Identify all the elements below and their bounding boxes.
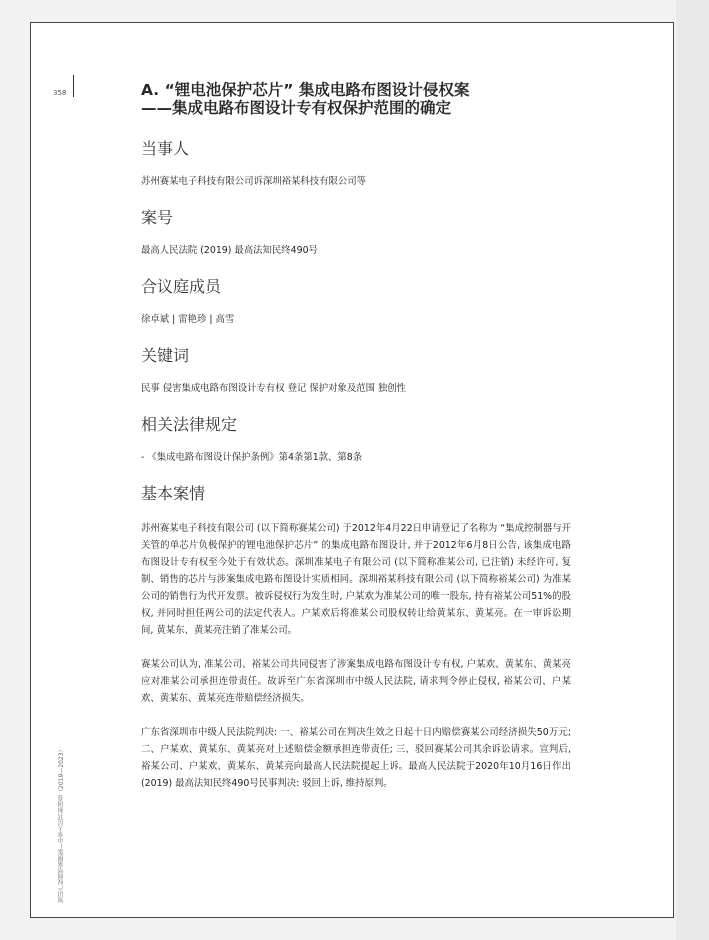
panel-heading: 合议庭成员 [141,277,222,296]
facts-paragraph-1: 苏州赛某电子科技有限公司 (以下简称赛某公司) 于2012年4月22日申请登记了名称为 “集成控制器与开关管的单芯片负极保护的锂电池保护芯片” 的集成电路布图设计, 并于2012年6月8日公告, 该集成电路布图设计专有权至今处于有效状态。深圳准某电子有限公司 (以下简称准某公司, 已注销) 未经许可, 复制、销售的芯片与涉案集成电路布图设计实质相同。深圳裕某科技有限公司 (以下简称裕某公司) 为准某公司的销售行为代开发票。被诉侵权行为发生时, 户某欢为准某公司的唯一股东, 持有裕某公司51%的股权, 并同时担任两公司的法定代表人。户某欢后将准某公司股权转让给黄某东、黄某亮。在一审诉讼期间, 黄某东、黄某亮注销了准某公司。 [141,523,571,636]
page-number: 358 [53,89,67,97]
laws-text: - 《集成电路布图设计保护条例》第4条第1款、第8条 [141,452,363,463]
laws-heading: 相关法律规定 [141,415,238,434]
page-content [141,81,571,792]
parties-heading: 当事人 [141,139,190,158]
background-edge [676,0,709,940]
case-number-heading: 案号 [141,208,174,227]
panel-text: 徐卓斌 | 雷艳珍 | 高雪 [141,314,235,325]
keywords-heading: 关键词 [141,346,190,365]
keywords-text: 民事 侵害集成电路布图设计专有权 登记 保护对象及范围 独创性 [141,383,407,394]
facts-paragraph-3: 广东省深圳市中级人民法院判决: 一、裕某公司在判决生效之日起十日内赔偿赛某公司经济损失50万元; 二、户某欢、黄某东、黄某亮对上述赔偿金额承担连带责任; 三、驳回赛某公司其余诉讼请求。宣判后, 裕某公司、户某欢、黄某东、黄某亮向最高人民法院提起上诉。最高人民法院于2020年10月16日作出 (2019) 最高法知民终490号民事判决: 驳回上诉, 维持原判。 [141,727,571,789]
document-page [30,22,674,918]
facts-heading: 基本案情 [141,484,206,503]
case-title: A. “锂电池保护芯片” 集成电路布图设计侵权案 [141,81,470,99]
page-number-rule [73,75,74,97]
running-side-title: 知识产权典型案例集—中华人民共和国卷（2019—2023） [58,746,65,903]
parties-text: 苏州赛某电子科技有限公司诉深圳裕某科技有限公司等 [141,176,367,187]
case-subtitle: ——集成电路布图设计专有权保护范围的确定 [141,99,452,117]
facts-paragraph-2: 赛某公司认为, 准某公司、裕某公司共同侵害了涉案集成电路布图设计专有权, 户某欢、黄某东、黄某亮应对准某公司承担连带责任。故诉至广东省深圳市中级人民法院, 请求判令停止侵权, 裕某公司、户某欢、黄某东、黄某亮连带赔偿经济损失。 [141,659,571,704]
case-number-text: 最高人民法院 (2019) 最高法知民终490号 [141,245,318,256]
